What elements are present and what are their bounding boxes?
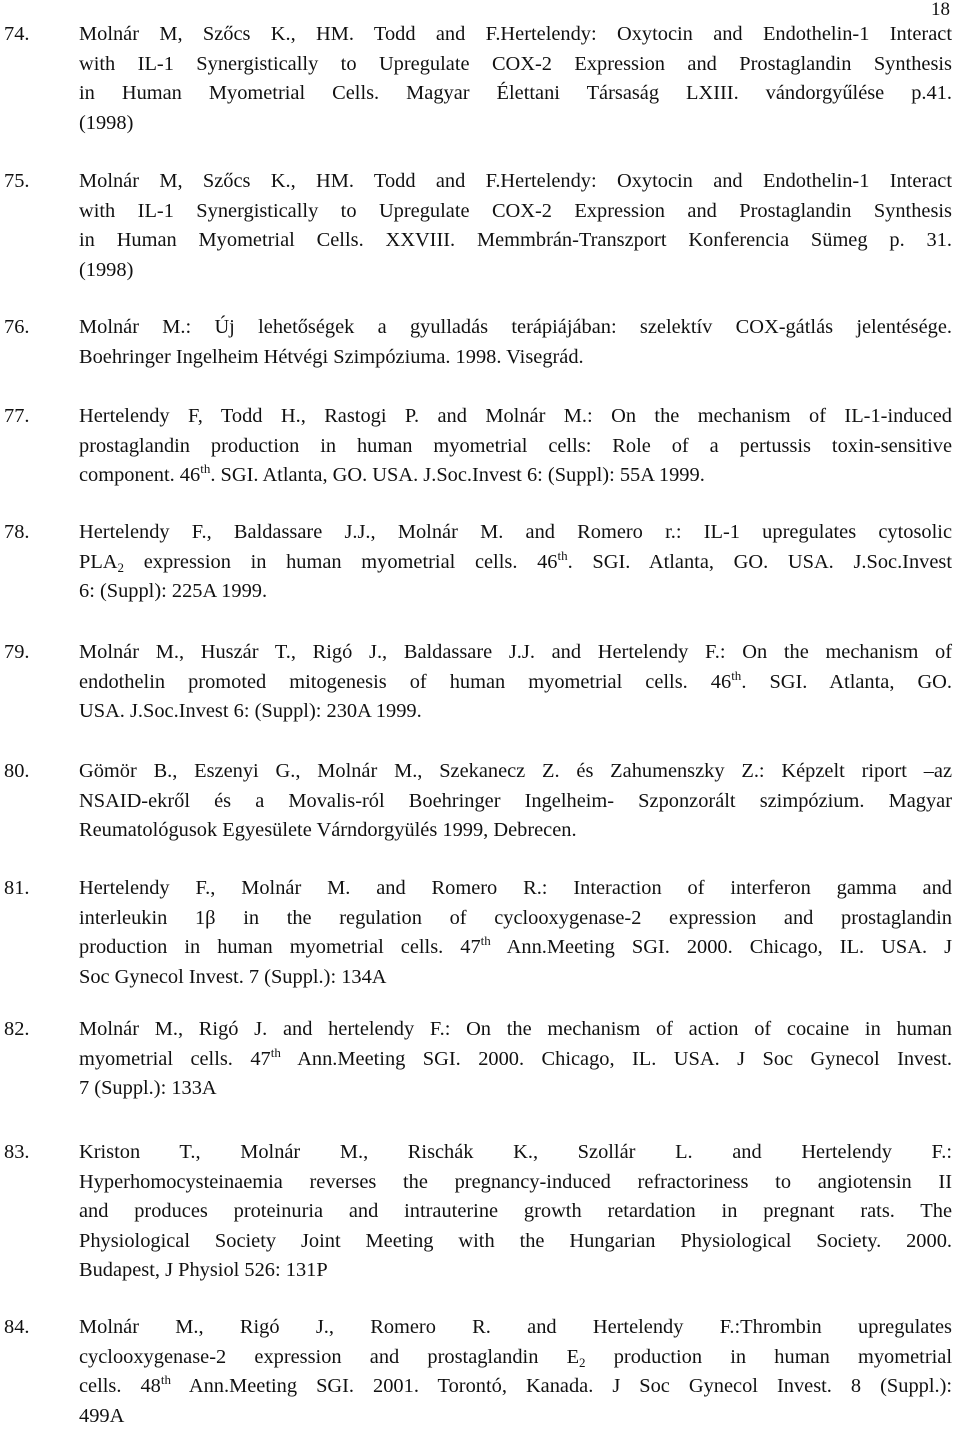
reference-line: 7 (Suppl.): 133A [79, 1074, 952, 1104]
reference-line: Molnár M., Rigó J. and hertelendy F.: On the mechanism of action of cocaine in human [79, 1015, 952, 1045]
reference-number: 80. [4, 757, 30, 787]
page-number: 18 [931, 0, 950, 19]
reference-number: 75. [4, 167, 30, 197]
reference-item [0, 874, 960, 992]
reference-item [0, 1313, 960, 1431]
reference-line: endothelin promoted mitogenesis of human myometrial cells. 46th. SGI. Atlanta, GO. [79, 668, 952, 698]
reference-item [0, 757, 960, 846]
reference-line: Hyperhomocysteinaemia reverses the pregnancy-induced refractoriness to angiotensin II [79, 1168, 952, 1198]
reference-line: Hertelendy F, Todd H., Rastogi P. and Molnár M.: On the mechanism of IL-1-induced [79, 402, 952, 432]
reference-line: in Human Myometrial Cells. XXVIII. Memmbrán-Transzport Konferencia Sümeg p. 31. [79, 226, 952, 256]
reference-item [0, 1015, 960, 1104]
reference-line: with IL-1 Synergistically to Upregulate COX-2 Expression and Prostaglandin Synthesis [79, 197, 952, 227]
reference-text [79, 874, 952, 992]
reference-number: 84. [4, 1313, 30, 1343]
reference-line: component. 46th. SGI. Atlanta, GO. USA. J.Soc.Invest 6: (Suppl): 55A 1999. [79, 461, 952, 491]
reference-line: cells. 48th Ann.Meeting SGI. 2001. Torontó, Kanada. J Soc Gynecol Invest. 8 (Suppl.): [79, 1372, 952, 1402]
reference-text [79, 313, 952, 372]
reference-line: myometrial cells. 47th Ann.Meeting SGI. 2000. Chicago, IL. USA. J Soc Gynecol Invest. [79, 1045, 952, 1075]
reference-number: 78. [4, 518, 30, 548]
reference-line: Reumatológusok Egyesülete Várndorgyülés 1999, Debrecen. [79, 816, 952, 846]
reference-line: Molnár M, Szőcs K., HM. Todd and F.Hertelendy: Oxytocin and Endothelin-1 Interact [79, 20, 952, 50]
reference-item [0, 402, 960, 491]
reference-line: (1998) [79, 256, 952, 286]
reference-line: Boehringer Ingelheim Hétvégi Szimpóziuma. 1998. Visegrád. [79, 343, 952, 373]
reference-text [79, 1313, 952, 1431]
reference-line: Molnár M., Rigó J., Romero R. and Hertelendy F.:Thrombin upregulates [79, 1313, 952, 1343]
reference-item [0, 638, 960, 727]
reference-item [0, 518, 960, 607]
reference-line: prostaglandin production in human myometrial cells: Role of a pertussis toxin-sensitive [79, 432, 952, 462]
reference-number: 74. [4, 20, 30, 50]
reference-text [79, 518, 952, 607]
reference-line: in Human Myometrial Cells. Magyar Élettani Társaság LXIII. vándorgyűlése p.41. [79, 79, 952, 109]
reference-number: 83. [4, 1138, 30, 1168]
reference-line: Budapest, J Physiol 526: 131P [79, 1256, 952, 1286]
reference-number: 79. [4, 638, 30, 668]
reference-line: Soc Gynecol Invest. 7 (Suppl.): 134A [79, 963, 952, 993]
reference-line: interleukin 1β in the regulation of cyclooxygenase-2 expression and prostaglandin [79, 904, 952, 934]
reference-text [79, 757, 952, 846]
reference-number: 77. [4, 402, 30, 432]
reference-line: NSAID-ekről és a Movalis-ról Boehringer Ingelheim- Szponzorált szimpózium. Magyar [79, 787, 952, 817]
reference-line: production in human myometrial cells. 47th Ann.Meeting SGI. 2000. Chicago, IL. USA. J [79, 933, 952, 963]
reference-line: Kriston T., Molnár M., Rischák K., Szollár L. and Hertelendy F.: [79, 1138, 952, 1168]
reference-number: 82. [4, 1015, 30, 1045]
reference-line: with IL-1 Synergistically to Upregulate COX-2 Expression and Prostaglandin Synthesis [79, 50, 952, 80]
reference-item [0, 313, 960, 372]
reference-line: Molnár M.: Új lehetőségek a gyulladás terápiájában: szelektív COX-gátlás jelentésége. [79, 313, 952, 343]
reference-text [79, 1015, 952, 1104]
reference-line: USA. J.Soc.Invest 6: (Suppl): 230A 1999. [79, 697, 952, 727]
reference-line: Hertelendy F., Molnár M. and Romero R.: Interaction of interferon gamma and [79, 874, 952, 904]
reference-text [79, 638, 952, 727]
reference-text [79, 167, 952, 285]
reference-line: 6: (Suppl): 225A 1999. [79, 577, 952, 607]
reference-item [0, 1138, 960, 1286]
reference-line: Hertelendy F., Baldassare J.J., Molnár M. and Romero r.: IL-1 upregulates cytosolic [79, 518, 952, 548]
reference-number: 76. [4, 313, 30, 343]
reference-line: (1998) [79, 109, 952, 139]
reference-text [79, 20, 952, 138]
reference-line: Molnár M., Huszár T., Rigó J., Baldassare J.J. and Hertelendy F.: On the mechanism of [79, 638, 952, 668]
reference-line: 499A [79, 1402, 952, 1431]
reference-line: $PLA_2$ expression in human myometrial cells. 46th. SGI. Atlanta, GO. USA. J.Soc.Invest [79, 548, 952, 578]
reference-item [0, 167, 960, 285]
reference-text [79, 1138, 952, 1286]
reference-line: and produces proteinuria and intrauterine growth retardation in pregnant rats. The [79, 1197, 952, 1227]
reference-line: Physiological Society Joint Meeting with the Hungarian Physiological Society. 2000. [79, 1227, 952, 1257]
reference-line: Gömör B., Eszenyi G., Molnár M., Szekanecz Z. és Zahumenszky Z.: Képzelt riport –az [79, 757, 952, 787]
reference-text [79, 402, 952, 491]
reference-number: 81. [4, 874, 30, 904]
reference-item [0, 20, 960, 138]
reference-line: Molnár M, Szőcs K., HM. Todd and F.Hertelendy: Oxytocin and Endothelin-1 Interact [79, 167, 952, 197]
reference-line: cyclooxygenase-2 expression and prostaglandin $E_2$ production in human myometrial [79, 1343, 952, 1373]
